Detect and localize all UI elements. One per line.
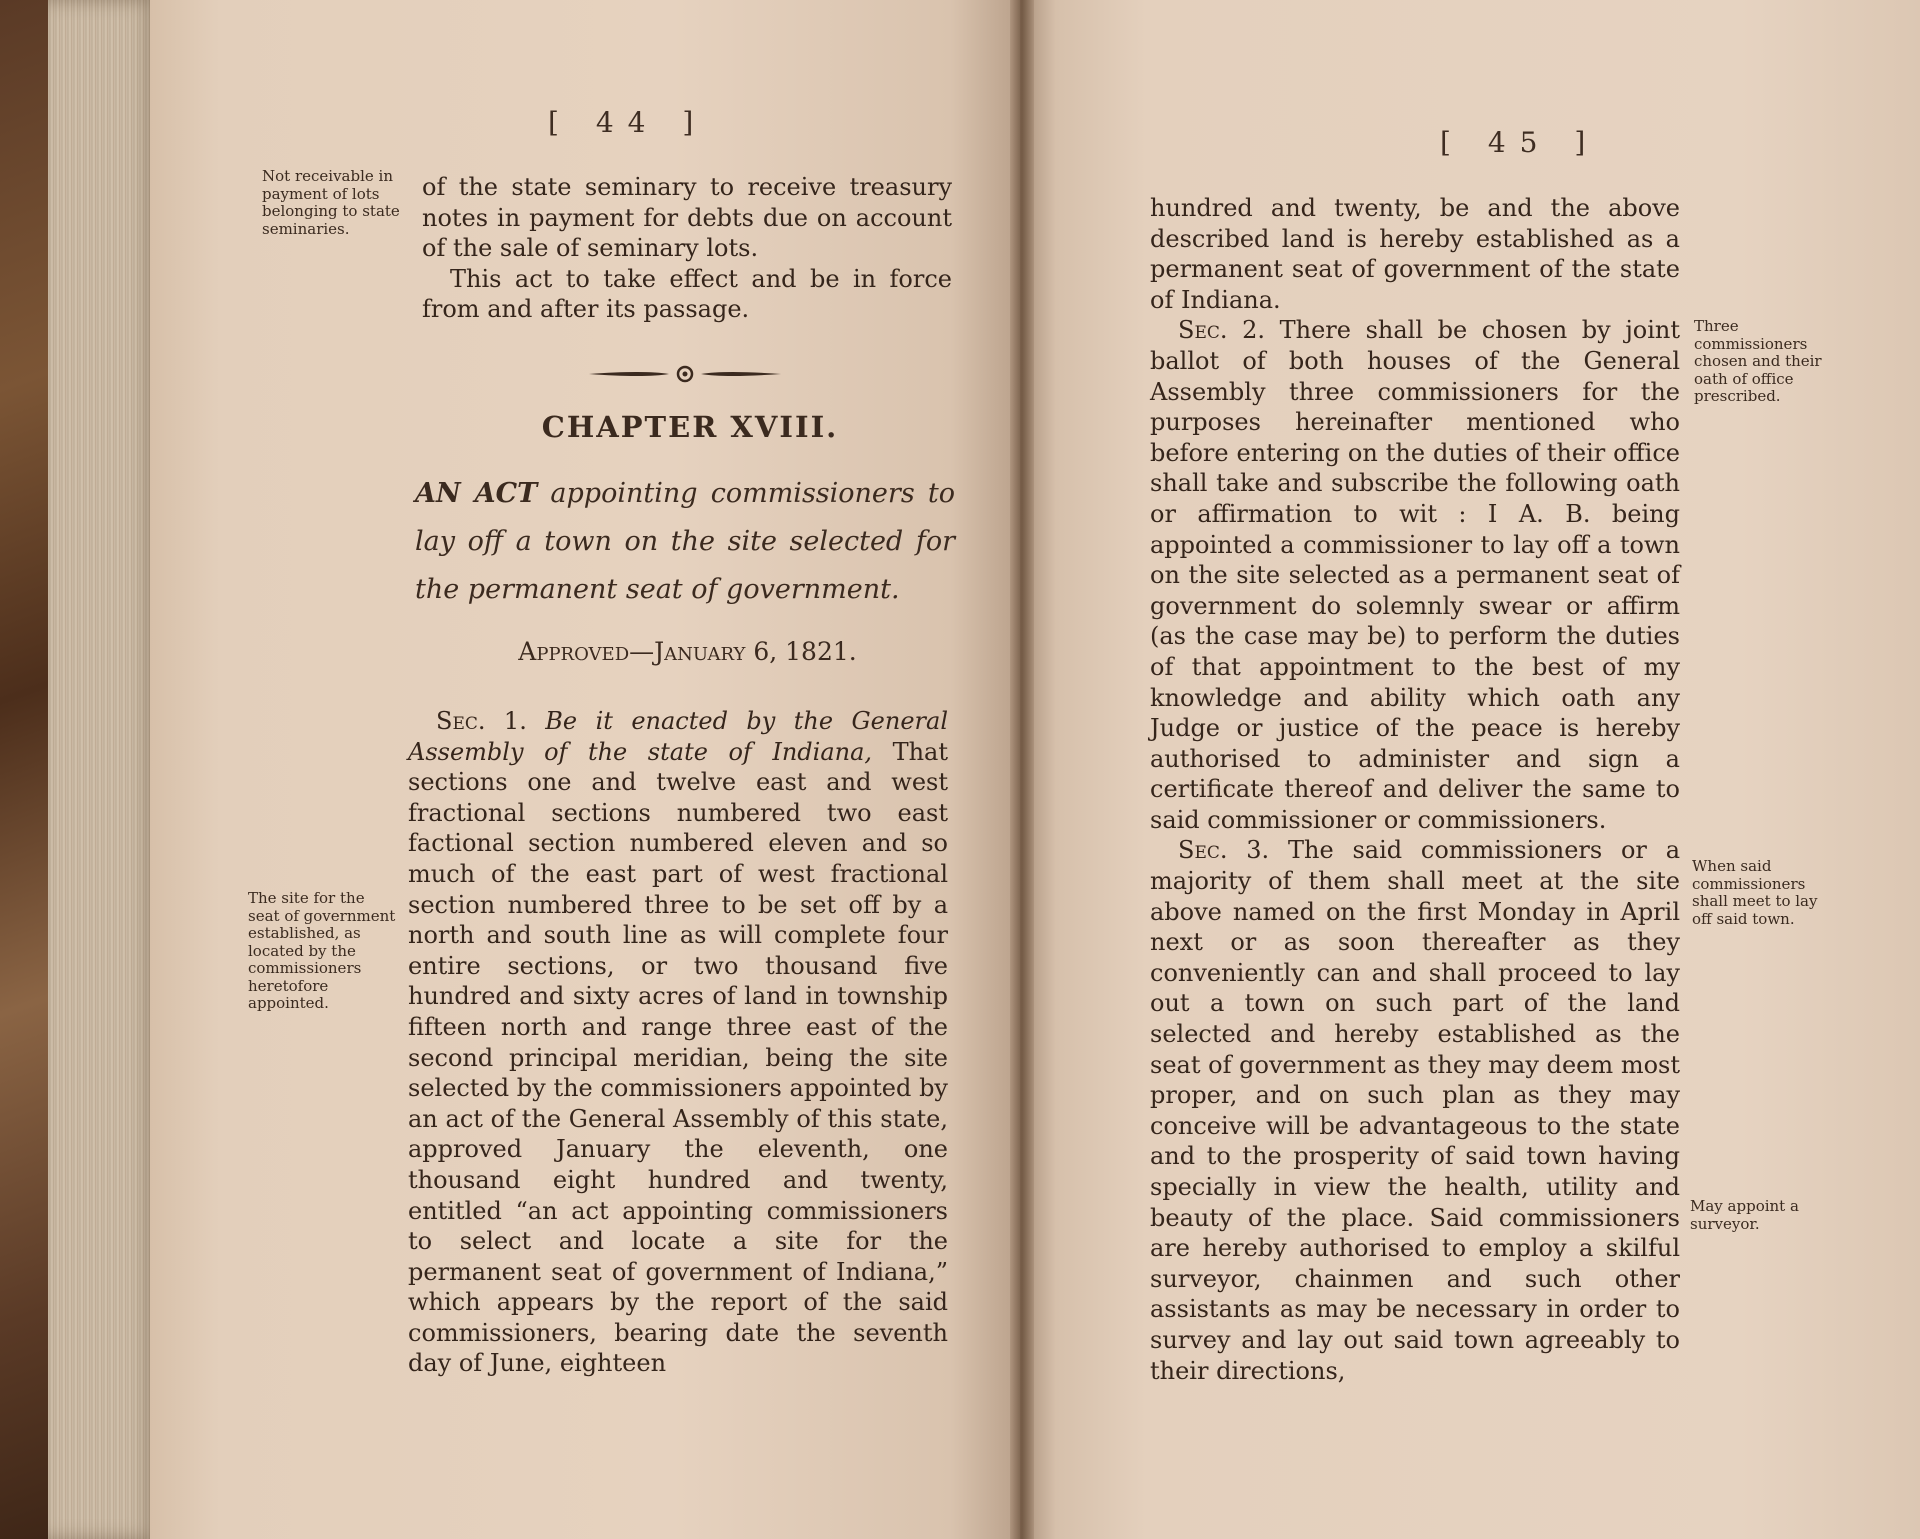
left-margin-note-1: Not receivable in payment of lots belonging to state seminaries. [262, 167, 400, 238]
right-margin-note-1: Three commissioners chosen and their oath of office prescribed. [1694, 317, 1822, 405]
right-margin-note-2: When said commissioners shall meet to lay off said town. [1692, 857, 1818, 928]
ornament-divider [585, 364, 785, 384]
right-margin-note-3: May appoint a surveyor. [1690, 1197, 1799, 1233]
chapter-heading: CHAPTER XVIII. [541, 410, 839, 444]
section-1-text: That sections one and twelve east and west fractional sections numbered two east factional section numbered eleven and so much of the east part of west fractional section numbered three to be set off by a north and south line as will complete four entire sections, or two thousand five hundred and sixty acres of land in township fifteen north and range three east of the second principal meridian, being the site selected by the commissioners appointed by an act of the General Assembly of this state, approved January the eleventh, one thousand eight hundred and twenty, entitled “an act appointing commissioners to select and locate a site for the permanent seat of government of Indiana,” which appears by the report of the said commissioners, bearing date the seventh day of June, eighteen [408, 737, 948, 1378]
effect-text: This act to take effect and be in force from and after its passage. [422, 264, 952, 324]
section-2-text: There shall be chosen by joint ballot of both houses of the General Assembly three commissioners for the purposes hereinafter mentioned who before entering on the duties of their office shall take and subscribe the following oath or affirmation to wit : I A. B. being appointed a commissioner to lay off a town on the site selected as a permanent seat of government do solemnly swear or affirm (as the case may be) to perform the duties of that appointment to the best of my knowledge and ability which oath any Judge or justice of the peace is hereby authorised to administer and sign a certificate thereof and deliver the same to said commissioner or commissioners. [1150, 316, 1680, 834]
act-title [415, 470, 955, 614]
left-top-text-block [422, 172, 952, 325]
right-text-block [1150, 193, 1680, 1386]
approved-date: Approved—January 6, 1821. [518, 637, 857, 666]
left-margin-note-2: The site for the seat of government established, as located by the commissioners heretofore appointed. [248, 889, 396, 1012]
right-page-number: [ 45 ] [1440, 126, 1600, 159]
section-1-block [408, 706, 948, 1379]
act-title-lead: AN ACT [415, 478, 538, 509]
section-3-label: Sec. 3. [1178, 836, 1270, 865]
enacting-clause: Be it enacted by the General Assembly of the state of Indiana, [408, 707, 948, 766]
section-3-text: The said commissioners or a majority of them shall meet at the site above named on the first Monday in April next or as soon thereafter as they conveniently can and shall proceed to lay out a town on such part of the land selected and hereby established as the seat of government as they may deem most proper, and on such plan as they may conceive will be advantageous to the state and to the prosperity of said town having specially in view the health, utility and beauty of the place. Said commissioners are hereby authorised to employ a skilful surveyor, chainmen and such other assistants as may be necessary in order to survey and lay out said town agreeably to their directions, [1150, 836, 1680, 1385]
act-title-rest: appointing commissioners to lay off a town on the site selected for the permanent seat of government. [415, 478, 955, 605]
section-1-label: Sec. 1. [436, 707, 527, 735]
book-gutter [1010, 0, 1034, 1539]
seminary-text: of the state seminary to receive treasury notes in payment for debts due on account of the sale of seminary lots. [422, 173, 952, 263]
page-edges [48, 0, 158, 1539]
right-top-text: hundred and twenty, be and the above described land is hereby established as a permanent seat of government of the state of Indiana. [1150, 194, 1680, 314]
section-2-label: Sec. 2. [1178, 316, 1266, 345]
left-page-number: [ 44 ] [548, 106, 708, 139]
